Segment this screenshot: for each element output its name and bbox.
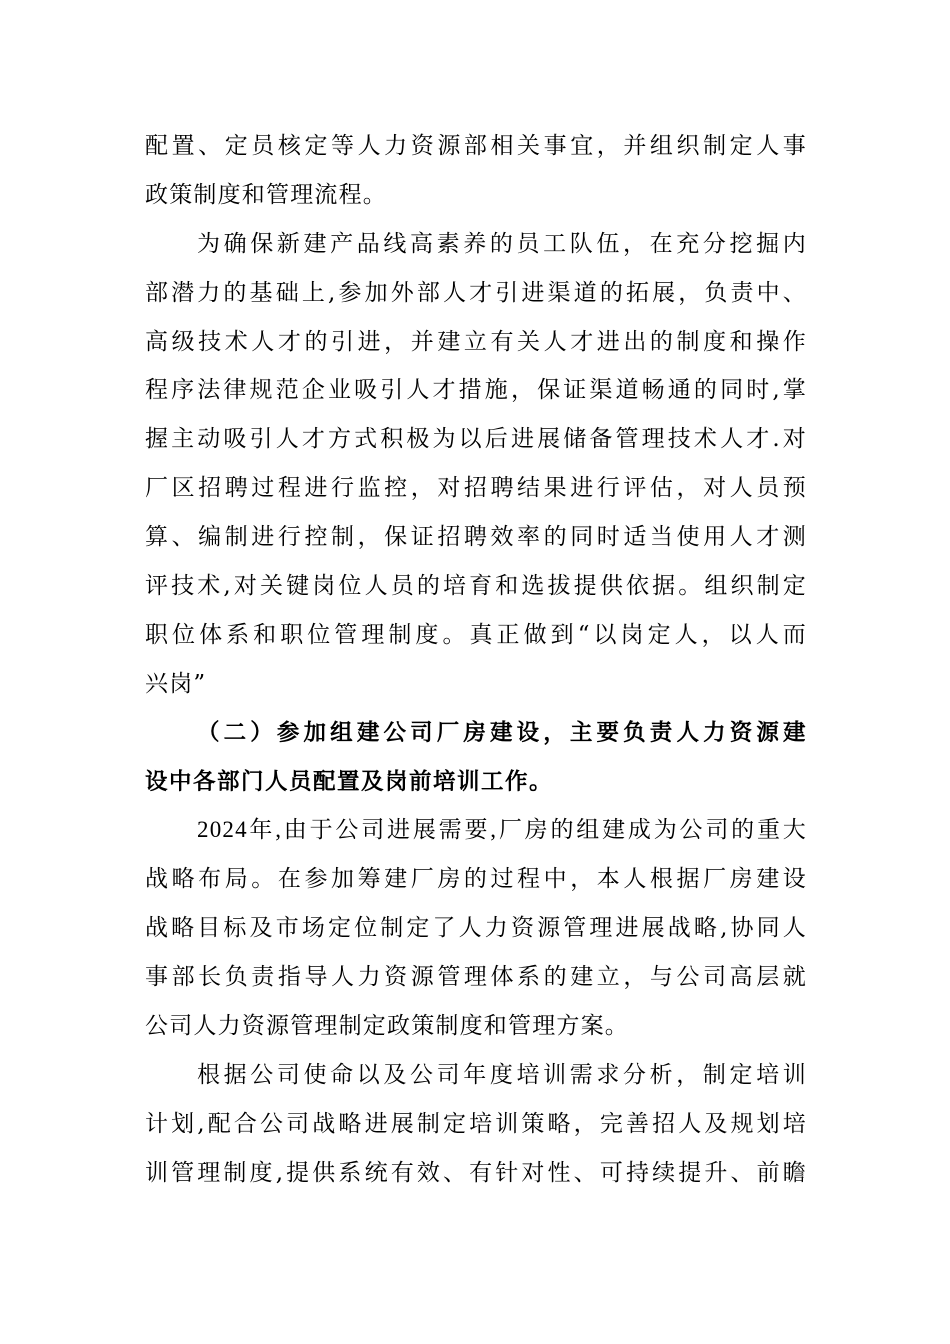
text-line: 兴岗”	[145, 670, 207, 697]
text-line: 为确保新建产品线高素养的员工队伍，在充分挖掘内	[197, 230, 807, 257]
text-line: 训管理制度,提供系统有效、有针对性、可持续提升、前瞻	[145, 1159, 807, 1186]
text-line: 战略目标及市场定位制定了人力资源管理进展战略,协同人	[145, 915, 807, 942]
text-line: 事部长负责指导人力资源管理体系的建立，与公司高层就	[145, 964, 807, 991]
text-line: 部潜力的基础上,参加外部人才引进渠道的拓展，负责中、	[145, 279, 807, 306]
text-line: 战略布局。在参加筹建厂房的过程中，本人根据厂房建设	[145, 866, 807, 893]
text-line: 握主动吸引人才方式积极为以后进展储备管理技术人才.对	[145, 426, 807, 453]
text-line: 算、编制进行控制，保证招聘效率的同时适当使用人才测	[145, 524, 807, 551]
text-line: 公司人力资源管理制定政策制度和管理方案。	[145, 1013, 629, 1040]
section-heading-line: （二）参加组建公司厂房建设，主要负责人力资源建	[197, 719, 807, 746]
text-line: 职位体系和职位管理制度。真正做到“以岗定人，以人而	[145, 621, 807, 648]
text-line: 政策制度和管理流程。	[145, 181, 387, 208]
document-body	[145, 122, 807, 1198]
text-line: 程序法律规范企业吸引人才措施，保证渠道畅通的同时,掌	[145, 377, 807, 404]
text-line: 高级技术人才的引进，并建立有关人才进出的制度和操作	[145, 328, 807, 355]
text-line: 评技术,对关键岗位人员的培育和选拔提供依据。组织制定	[145, 573, 807, 600]
text-line: 计划,配合公司战略进展制定培训策略，完善招人及规划培	[145, 1110, 807, 1137]
text-line: 配置、定员核定等人力资源部相关事宜，并组织制定人事	[145, 133, 807, 159]
text-line: 厂区招聘过程进行监控，对招聘结果进行评估，对人员预	[145, 475, 807, 502]
text-line: 根据公司使命以及公司年度培训需求分析，制定培训	[197, 1061, 807, 1088]
section-heading-line: 设中各部门人员配置及岗前培训工作。	[145, 768, 554, 795]
text-line: 2024年,由于公司进展需要,厂房的组建成为公司的重大	[197, 817, 807, 843]
